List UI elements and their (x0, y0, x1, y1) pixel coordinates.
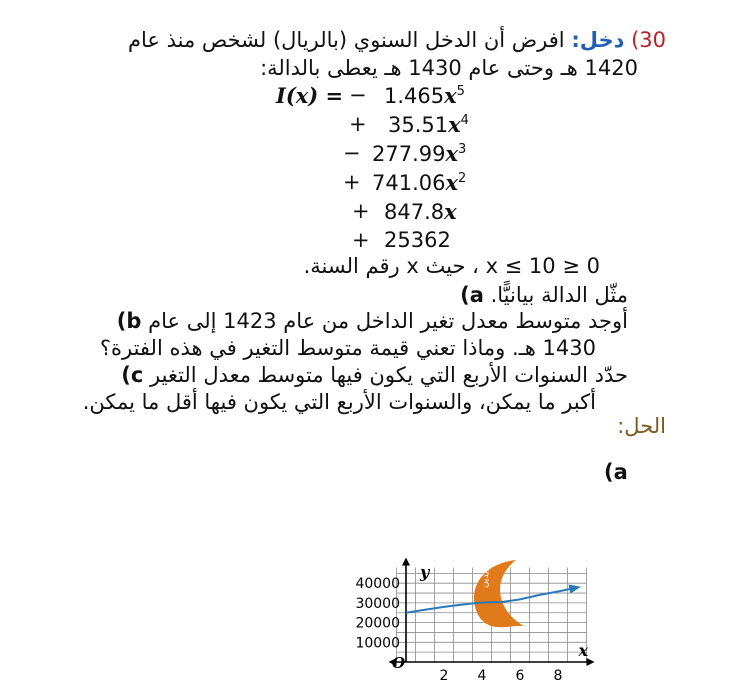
term-coefficient: $741.06x^2$ (372, 170, 467, 195)
question-heading: دخل: (571, 28, 625, 52)
solution-part-label: (a (604, 460, 628, 484)
solution-heading: الحل: (617, 414, 666, 438)
part-b-text-1: أوجد متوسط معدل تغير الداخل من عام 1423 إلى عام (148, 309, 628, 333)
y-axis-label: y (420, 562, 430, 582)
part-c-label: c) (121, 363, 144, 387)
term-sign: + (352, 199, 370, 223)
part-c-line-1 (121, 363, 628, 387)
term-exponent: 2 (458, 171, 467, 186)
term-coefficient: $35.51x^4$ (388, 112, 469, 137)
x-tick-label: 2 (439, 668, 449, 682)
crescent-watermark (474, 560, 524, 627)
term-coefficient: $1.465x^5$ (384, 83, 465, 108)
part-b-line-2: 1430 هـ. وماذا تعني قيمة متوسط التغير في هذه الفترة؟ (99, 336, 596, 360)
term-sign: + (343, 170, 361, 194)
y-axis-arrow (402, 557, 410, 565)
term-sign: + (349, 112, 367, 136)
term-exponent: 5 (456, 84, 465, 99)
term-exponent: 3 (458, 142, 467, 157)
term-variable: x (444, 199, 457, 224)
term-exponent: 4 (460, 113, 469, 128)
x-axis-label: x (578, 641, 589, 660)
part-b-label: b) (116, 309, 142, 333)
y-tick-label: 10000 (355, 635, 400, 652)
y-tick-label: 20000 (355, 615, 400, 632)
term-variable: x (445, 141, 459, 166)
question-line-1 (128, 28, 666, 52)
series-arrow-head (569, 585, 581, 594)
part-b-line-1 (117, 309, 628, 333)
term-coefficient: 847.8x (384, 199, 457, 224)
origin-label: O (392, 654, 406, 672)
part-c-text-1: حدّد السنوات الأربع التي يكون فيها متوسط معدل التغير (150, 363, 628, 387)
question-text-1: افرض أن الدخل السنوي (بالريال) لشخص منذ عام (127, 28, 565, 52)
term-variable: x (445, 170, 459, 195)
y-tick-label: 40000 (355, 576, 400, 593)
y-tick-label: 30000 (355, 595, 400, 612)
domain-line: 0 ≤ x ≤ 10 ، حيث x رقم السنة. (303, 254, 600, 278)
x-tick-label: 6 (515, 668, 525, 682)
term-sign: − (343, 141, 361, 165)
x-tick-label: 4 (477, 668, 487, 682)
term-coefficient: 25362 (384, 228, 451, 252)
part-a-label: a) (460, 283, 484, 307)
function-lhs: I(x) = (276, 83, 344, 108)
x-tick-label: 8 (553, 668, 563, 682)
part-a-text: مثّل الدالة بيانيًّا. (490, 283, 628, 307)
question-line-2: 1420 هـ وحتى عام 1430 هـ يعطى بالدالة: (260, 56, 638, 80)
term-sign: + (352, 228, 370, 252)
part-a (460, 283, 628, 307)
part-c-line-2: أكبر ما يمكن، والسنوات الأربع التي يكون فيها أقل ما يمكن. (82, 390, 596, 414)
watermark-text: الدين (479, 567, 493, 589)
term-variable: x (448, 112, 461, 137)
question-number: 30) (631, 28, 666, 52)
income-graph (340, 450, 610, 682)
term-sign: − (349, 83, 367, 107)
term-variable: x (444, 83, 457, 108)
term-coefficient: $277.99x^3$ (372, 141, 467, 166)
